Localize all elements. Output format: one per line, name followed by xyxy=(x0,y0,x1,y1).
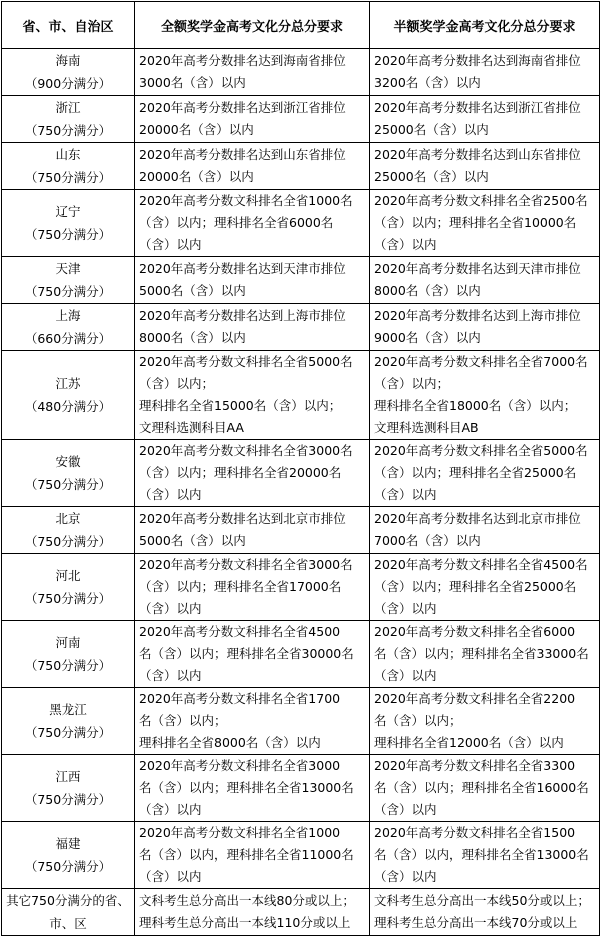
region-cell-line: 市、区 xyxy=(49,916,87,931)
region-cell-line: 安徽 xyxy=(55,454,81,469)
full-requirement-cell-line: 名（含）以内，理科排名全省11000名 xyxy=(139,847,354,862)
region-cell-line: 北京 xyxy=(55,511,81,526)
region-cell-line: （750分满分） xyxy=(24,792,112,807)
table-row xyxy=(2,143,600,190)
full-requirement-cell-line: （含）以内；理科排名全省20000名 xyxy=(139,465,342,480)
region-cell-line: 其它750分满分的省、 xyxy=(6,893,130,908)
region-cell-line: 山东 xyxy=(55,147,81,162)
half-requirement-cell-line: 9000名（含）以内 xyxy=(374,330,481,345)
region-cell-line: （750分满分） xyxy=(24,534,112,549)
full-requirement-cell-line: 名（含）以内； xyxy=(139,713,227,728)
half-requirement-cell-line: 2020年高考分数文科排名全省2200 xyxy=(374,691,576,706)
full-requirement-cell-line: 3000名（含）以内 xyxy=(139,75,246,90)
full-requirement-cell xyxy=(135,507,370,554)
full-requirement-cell-line: 2020年高考分数排名达到北京市排位 xyxy=(139,511,346,526)
full-requirement-cell xyxy=(135,621,370,688)
full-requirement-cell-line: 理科考生总分高出一本线110分或以上 xyxy=(139,915,351,930)
region-cell xyxy=(2,257,135,304)
half-requirement-cell-line: （含）以内 xyxy=(374,601,437,616)
full-requirement-cell-line: 2020年高考分数排名达到天津市排位 xyxy=(139,261,346,276)
full-requirement-cell xyxy=(135,190,370,257)
full-requirement-cell xyxy=(135,755,370,822)
region-cell-line: （750分满分） xyxy=(24,170,112,185)
table-row xyxy=(2,507,600,554)
full-requirement-cell-line: （含）以内； xyxy=(139,376,215,391)
table-row xyxy=(2,257,600,304)
half-requirement-cell-line: 2020年高考分数文科排名全省6000 xyxy=(374,624,576,639)
region-cell-line: 河南 xyxy=(55,635,81,650)
half-requirement-cell xyxy=(370,304,600,351)
half-requirement-cell-line: 名（含）以内；理科排名全省16000名 xyxy=(374,780,589,795)
half-requirement-cell xyxy=(370,143,600,190)
half-requirement-cell xyxy=(370,96,600,143)
half-requirement-cell xyxy=(370,755,600,822)
region-cell xyxy=(2,351,135,440)
region-cell-line: （750分满分） xyxy=(24,284,112,299)
region-cell-line: （750分满分） xyxy=(24,123,112,138)
full-requirement-cell xyxy=(135,688,370,755)
half-requirement-cell-line: （含）以内 xyxy=(374,802,437,817)
half-requirement-cell-line: 文科考生总分高出一本线50分或以上； xyxy=(374,893,590,908)
table-row xyxy=(2,351,600,440)
half-requirement-cell-line: 8000名（含）以内 xyxy=(374,283,481,298)
table-row xyxy=(2,554,600,621)
region-cell-line: （660分满分） xyxy=(24,331,112,346)
half-requirement-cell xyxy=(370,440,600,507)
table-row xyxy=(2,688,600,755)
half-requirement-cell xyxy=(370,49,600,96)
region-cell-line: （750分满分） xyxy=(24,859,112,874)
header-row xyxy=(2,2,600,49)
header-full-scholarship: 全额奖学金高考文化分总分要求 xyxy=(135,2,370,49)
region-cell-line: 上海 xyxy=(55,308,81,323)
region-cell-line: 江西 xyxy=(55,769,81,784)
region-cell xyxy=(2,96,135,143)
region-cell xyxy=(2,621,135,688)
half-requirement-cell-line: （含）以内；理科排名全省10000名 xyxy=(374,215,577,230)
half-requirement-cell-line: （含）以内；理科排名全省25000名 xyxy=(374,579,577,594)
region-cell-line: 福建 xyxy=(55,836,81,851)
full-requirement-cell-line: 2020年高考分数排名达到浙江省排位 xyxy=(139,100,346,115)
half-requirement-cell-line: 2020年高考分数文科排名全省7000名 xyxy=(374,354,588,369)
half-requirement-cell xyxy=(370,621,600,688)
half-requirement-cell-line: （含）以内； xyxy=(374,376,450,391)
half-requirement-cell-line: （含）以内 xyxy=(374,668,437,683)
full-requirement-cell xyxy=(135,49,370,96)
half-requirement-cell-line: 2020年高考分数文科排名全省4500名 xyxy=(374,557,588,572)
half-requirement-cell xyxy=(370,190,600,257)
full-requirement-cell xyxy=(135,96,370,143)
full-requirement-cell xyxy=(135,554,370,621)
full-requirement-cell-line: 20000名（含）以内 xyxy=(139,169,254,184)
region-cell-line: 江苏 xyxy=(55,376,81,391)
table-row xyxy=(2,440,600,507)
full-requirement-cell-line: 2020年高考分数文科排名全省1000名 xyxy=(139,193,353,208)
half-requirement-cell xyxy=(370,351,600,440)
full-requirement-cell-line: 理科排名全省15000名（含）以内； xyxy=(139,398,342,413)
header-region: 省、市、自治区 xyxy=(2,2,135,49)
table-row xyxy=(2,889,600,936)
half-requirement-cell-line: 名（含）以内，理科排名全省13000名 xyxy=(374,847,589,862)
half-requirement-cell-line: 名（含）以内； xyxy=(374,713,462,728)
region-cell-line: 天津 xyxy=(55,261,81,276)
region-cell xyxy=(2,507,135,554)
region-cell-line: 海南 xyxy=(55,53,81,68)
table-row xyxy=(2,755,600,822)
half-requirement-cell-line: 2020年高考分数排名达到天津市排位 xyxy=(374,261,581,276)
half-requirement-cell-line: 理科考生总分高出一本线70分或以上 xyxy=(374,915,578,930)
full-requirement-cell-line: （含）以内；理科排名全省17000名 xyxy=(139,579,342,594)
full-requirement-cell-line: 理科排名全省8000名（含）以内 xyxy=(139,735,321,750)
half-requirement-cell-line: 25000名（含）以内 xyxy=(374,122,489,137)
half-requirement-cell-line: （含）以内；理科排名全省25000名 xyxy=(374,465,577,480)
full-requirement-cell-line: 2020年高考分数文科排名全省3000 xyxy=(139,758,341,773)
region-cell xyxy=(2,889,135,936)
full-requirement-cell xyxy=(135,889,370,936)
full-requirement-cell-line: （含）以内 xyxy=(139,869,202,884)
full-requirement-cell-line: （含）以内 xyxy=(139,668,202,683)
full-requirement-cell-line: 名（含）以内；理科排名全省13000名 xyxy=(139,780,354,795)
half-requirement-cell-line: 2020年高考分数文科排名全省2500名 xyxy=(374,193,588,208)
header-half-scholarship: 半额奖学金高考文化分总分要求 xyxy=(370,2,600,49)
region-cell-line: （750分满分） xyxy=(24,725,112,740)
half-requirement-cell xyxy=(370,822,600,889)
region-cell xyxy=(2,440,135,507)
full-requirement-cell-line: 5000名（含）以内 xyxy=(139,283,246,298)
full-requirement-cell xyxy=(135,257,370,304)
full-requirement-cell-line: 20000名（含）以内 xyxy=(139,122,254,137)
full-requirement-cell-line: 2020年高考分数排名达到山东省排位 xyxy=(139,147,346,162)
full-requirement-cell xyxy=(135,143,370,190)
half-requirement-cell-line: 2020年高考分数文科排名全省3300 xyxy=(374,758,576,773)
half-requirement-cell-line: 2020年高考分数排名达到北京市排位 xyxy=(374,511,581,526)
table-row xyxy=(2,621,600,688)
full-requirement-cell-line: 5000名（含）以内 xyxy=(139,533,246,548)
region-cell-line: 河北 xyxy=(55,568,81,583)
half-requirement-cell-line: 文理科选测科目AB xyxy=(374,420,479,435)
region-cell xyxy=(2,688,135,755)
half-requirement-cell xyxy=(370,688,600,755)
half-requirement-cell-line: 名（含）以内；理科排名全省33000名 xyxy=(374,646,589,661)
region-cell xyxy=(2,822,135,889)
table-row xyxy=(2,304,600,351)
half-requirement-cell-line: 理科排名全省12000名（含）以内 xyxy=(374,735,564,750)
full-requirement-cell-line: 2020年高考分数文科排名全省1000 xyxy=(139,825,341,840)
table-row xyxy=(2,190,600,257)
half-requirement-cell-line: 2020年高考分数文科排名全省1500 xyxy=(374,825,576,840)
half-requirement-cell xyxy=(370,554,600,621)
half-requirement-cell xyxy=(370,889,600,936)
full-requirement-cell-line: 2020年高考分数文科排名全省4500 xyxy=(139,624,341,639)
half-requirement-cell-line: 3200名（含）以内 xyxy=(374,75,481,90)
full-requirement-cell-line: （含）以内；理科排名全省6000名 xyxy=(139,215,334,230)
full-requirement-cell-line: 文理科选测科目AA xyxy=(139,420,244,435)
region-cell-line: （480分满分） xyxy=(24,399,112,414)
full-requirement-cell-line: 文科考生总分高出一本线80分或以上； xyxy=(139,893,355,908)
full-requirement-cell-line: （含）以内 xyxy=(139,487,202,502)
half-requirement-cell-line: （含）以内 xyxy=(374,869,437,884)
half-requirement-cell-line: 2020年高考分数排名达到上海市排位 xyxy=(374,308,581,323)
half-requirement-cell xyxy=(370,257,600,304)
full-requirement-cell xyxy=(135,822,370,889)
region-cell-line: （750分满分） xyxy=(24,477,112,492)
region-cell xyxy=(2,49,135,96)
region-cell-line: 浙江 xyxy=(55,100,81,115)
table-row xyxy=(2,822,600,889)
half-requirement-cell-line: 2020年高考分数文科排名全省5000名 xyxy=(374,443,588,458)
region-cell-line: （900分满分） xyxy=(24,76,112,91)
full-requirement-cell-line: 8000名（含）以内 xyxy=(139,330,246,345)
half-requirement-cell xyxy=(370,507,600,554)
half-requirement-cell-line: 理科排名全省18000名（含）以内； xyxy=(374,398,577,413)
table-row xyxy=(2,96,600,143)
full-requirement-cell-line: 2020年高考分数文科排名全省5000名 xyxy=(139,354,353,369)
half-requirement-cell-line: 2020年高考分数排名达到浙江省排位 xyxy=(374,100,581,115)
full-requirement-cell xyxy=(135,351,370,440)
half-requirement-cell-line: 2020年高考分数排名达到山东省排位 xyxy=(374,147,581,162)
full-requirement-cell-line: 2020年高考分数文科排名全省1700 xyxy=(139,691,341,706)
full-requirement-cell-line: 2020年高考分数文科排名全省3000名 xyxy=(139,557,353,572)
region-cell-line: （750分满分） xyxy=(24,591,112,606)
half-requirement-cell-line: 7000名（含）以内 xyxy=(374,533,481,548)
full-requirement-cell-line: 2020年高考分数排名达到海南省排位 xyxy=(139,53,346,68)
region-cell-line: 黑龙江 xyxy=(49,702,87,717)
half-requirement-cell-line: 25000名（含）以内 xyxy=(374,169,489,184)
region-cell xyxy=(2,143,135,190)
full-requirement-cell xyxy=(135,304,370,351)
region-cell xyxy=(2,190,135,257)
region-cell-line: （750分满分） xyxy=(24,658,112,673)
full-requirement-cell-line: （含）以内 xyxy=(139,601,202,616)
full-requirement-cell-line: 名（含）以内；理科排名全省30000名 xyxy=(139,646,354,661)
half-requirement-cell-line: 2020年高考分数排名达到海南省排位 xyxy=(374,53,581,68)
half-requirement-cell-line: （含）以内 xyxy=(374,487,437,502)
full-requirement-cell-line: （含）以内 xyxy=(139,237,202,252)
region-cell-line: 辽宁 xyxy=(55,204,81,219)
full-requirement-cell-line: 2020年高考分数文科排名全省3000名 xyxy=(139,443,353,458)
region-cell xyxy=(2,304,135,351)
half-requirement-cell-line: （含）以内 xyxy=(374,237,437,252)
full-requirement-cell-line: （含）以内 xyxy=(139,802,202,817)
full-requirement-cell xyxy=(135,440,370,507)
table-row xyxy=(2,49,600,96)
region-cell xyxy=(2,554,135,621)
region-cell-line: （750分满分） xyxy=(24,227,112,242)
region-cell xyxy=(2,755,135,822)
full-requirement-cell-line: 2020年高考分数排名达到上海市排位 xyxy=(139,308,346,323)
scholarship-table xyxy=(1,1,600,936)
